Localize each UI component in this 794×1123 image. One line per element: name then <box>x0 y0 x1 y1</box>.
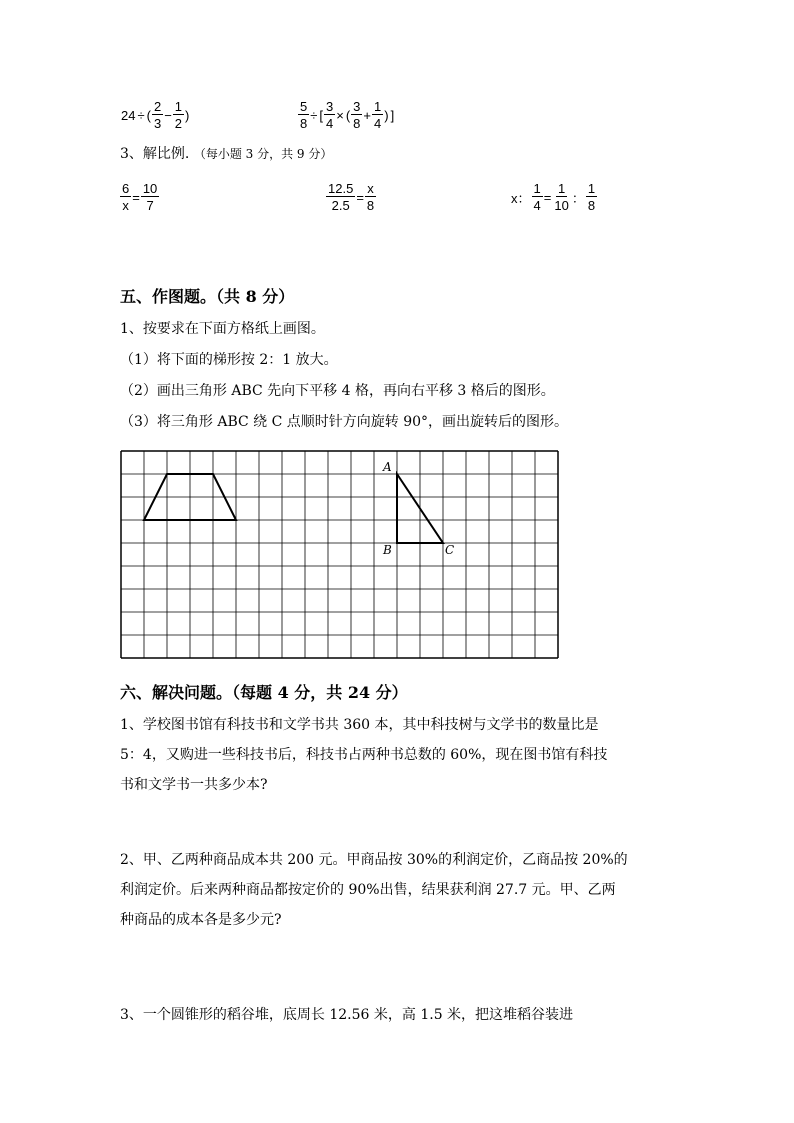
fraction <box>173 100 184 130</box>
denominator: 8 <box>353 116 361 131</box>
numerator: 1 <box>587 181 596 196</box>
bracket: ] <box>390 107 395 123</box>
problem-line: 2、甲、乙两种商品成本共 200 元。甲商品按 30%的利润定价，乙商品按 20%的 <box>120 852 628 868</box>
fraction <box>120 182 131 212</box>
expression-2 <box>298 100 395 130</box>
paren: ) <box>185 107 190 123</box>
proportion-3 <box>510 182 597 212</box>
denominator: 8 <box>366 198 375 213</box>
proportion-2 <box>326 182 376 212</box>
numerator: 1 <box>533 181 541 196</box>
divide-sign: ÷ <box>137 107 145 123</box>
numerator: 10 <box>142 181 158 196</box>
numerator: 3 <box>353 99 361 114</box>
section-3-label: 3、解比例. <box>120 146 190 162</box>
denominator: 10 <box>554 198 569 213</box>
fraction <box>351 100 362 130</box>
vertex-label-a: A <box>383 460 392 474</box>
denominator: x <box>122 198 129 213</box>
fraction <box>298 100 309 130</box>
numerator: 12.5 <box>328 181 354 196</box>
numerator: 1 <box>174 99 183 114</box>
problem-1 <box>120 710 607 800</box>
problem-line: 1、学校图书馆有科技书和文学书共 360 本，其中科技树与文学书的数量比是 <box>120 717 599 733</box>
section-6-title: 六、解决问题。（每题 4 分，共 24 分） <box>120 683 408 702</box>
problem-line: 5：4，又购进一些科技书后，科技书占两种书总数的 60%，现在图书馆有科技 <box>120 747 608 763</box>
grid-lines <box>121 451 558 658</box>
vertex-label-c: C <box>445 543 455 557</box>
section-3-heading <box>120 147 332 161</box>
fraction <box>152 100 163 130</box>
grid-paper <box>118 448 560 664</box>
section-5-title: 五、作图题。（共 8 分） <box>120 287 295 306</box>
proportion-1 <box>120 182 159 212</box>
numerator: 1 <box>374 99 382 114</box>
fraction <box>532 182 543 212</box>
problem-line: 利润定价。后来两种商品都按定价的 90%出售，结果获利润 27.7 元。甲、乙两 <box>120 882 616 898</box>
equals-sign: = <box>543 189 552 205</box>
numerator: 5 <box>300 99 308 114</box>
denominator: 4 <box>374 116 382 131</box>
fraction <box>372 100 383 130</box>
sub-question-2: （2）画出三角形 ABC 先向下平移 4 格，再向右平移 3 格后的图形。 <box>120 383 555 399</box>
equals-sign: = <box>132 189 140 205</box>
denominator: 4 <box>533 198 541 213</box>
denominator: 2 <box>174 116 183 131</box>
question-text: 1、按要求在下面方格纸上画图。 <box>120 321 325 337</box>
plus-sign: + <box>363 107 371 123</box>
problem-3 <box>120 1000 573 1030</box>
problem-2 <box>120 845 628 935</box>
paren: ) <box>384 107 389 123</box>
fraction <box>365 182 376 212</box>
numerator: 6 <box>122 181 130 196</box>
times-sign: × <box>336 107 344 123</box>
fraction <box>326 182 355 212</box>
sub-question-3: （3）将三角形 ABC 绕 C 点顺时针方向旋转 90°，画出旋转后的图形。 <box>120 414 569 430</box>
variable: x： <box>511 190 531 206</box>
sub-question-1: （1）将下面的梯形按 2：1 放大。 <box>120 352 338 368</box>
problem-line: 书和文学书一共多少本? <box>120 777 268 793</box>
vertex-label-b: B <box>383 543 392 557</box>
number: 24 <box>121 107 136 123</box>
fraction <box>141 182 159 212</box>
fraction <box>586 182 597 212</box>
numerator: 2 <box>153 99 162 114</box>
denominator: 4 <box>326 116 334 131</box>
fraction <box>552 182 570 212</box>
fraction <box>324 100 335 130</box>
denominator: 7 <box>146 198 154 213</box>
numerator: 3 <box>326 99 334 114</box>
expression-1 <box>120 100 190 130</box>
denominator: 3 <box>153 116 162 131</box>
divide-sign: ÷ <box>310 107 318 123</box>
paren: ( <box>345 107 351 123</box>
problem-line: 种商品的成本各是多少元? <box>120 912 282 928</box>
numerator: 1 <box>557 181 566 196</box>
minus-sign: − <box>164 107 172 123</box>
colon-sign: ： <box>571 190 585 206</box>
denominator: 8 <box>587 198 596 213</box>
paren: ( <box>146 107 151 123</box>
denominator: 2.5 <box>331 198 350 213</box>
bracket: [ <box>319 107 323 123</box>
section-3-note: （每小题 3 分，共 9 分） <box>193 147 333 161</box>
problem-line: 3、一个圆锥形的稻谷堆，底周长 12.56 米，高 1.5 米，把这堆稻谷装进 <box>120 1007 574 1023</box>
denominator: 8 <box>300 116 308 131</box>
numerator: x <box>367 181 374 196</box>
equals-sign: = <box>356 189 364 205</box>
